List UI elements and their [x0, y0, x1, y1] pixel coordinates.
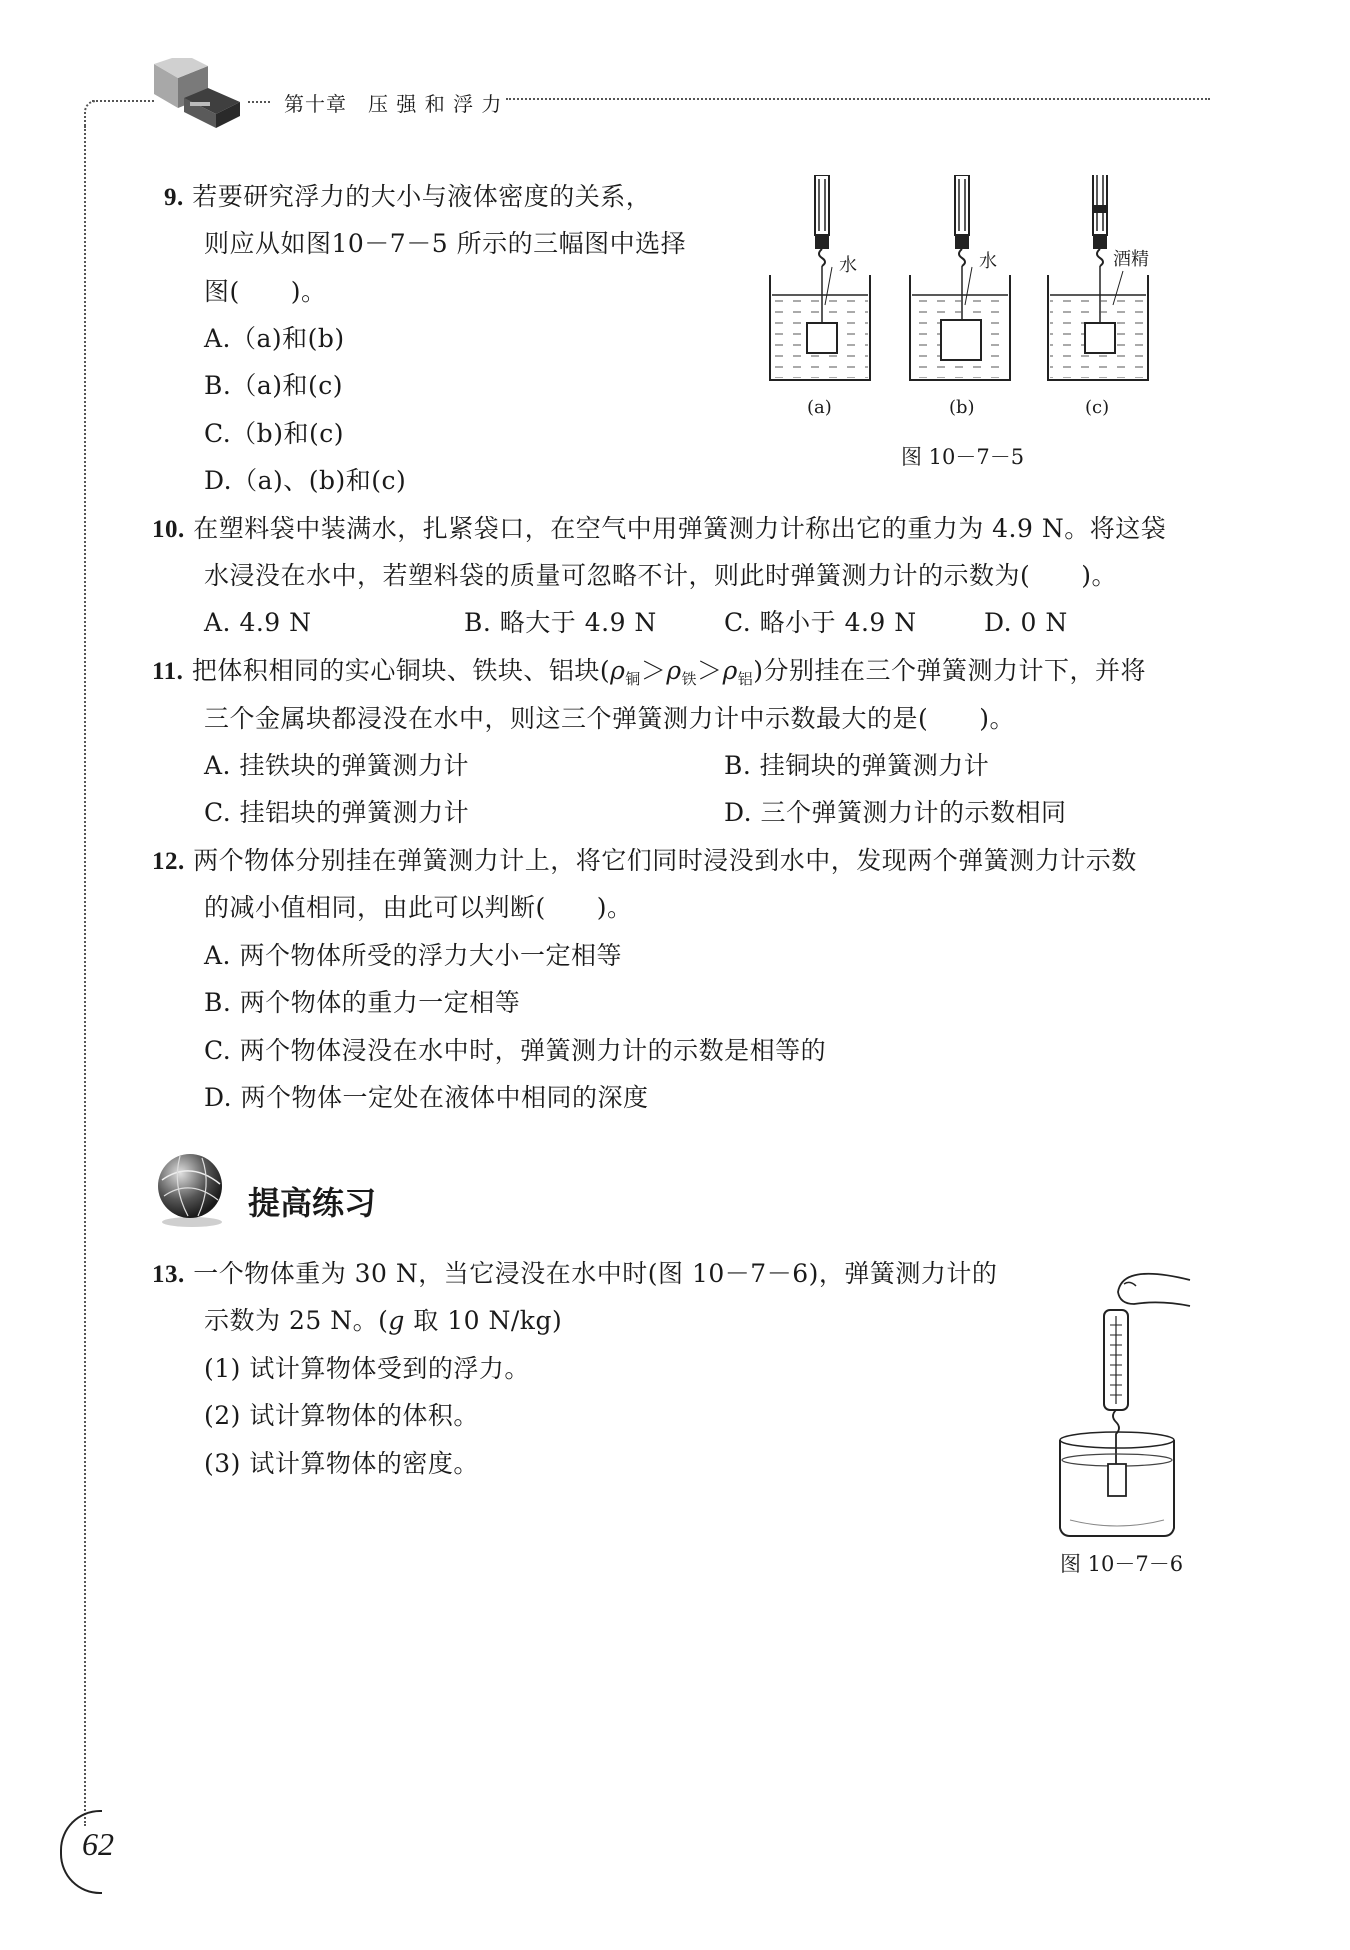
q11-option-c[interactable]: C. 挂铝块的弹簧测力计 [204, 798, 470, 827]
q10-line-1: 10. 在塑料袋中装满水，扎紧袋口，在空气中用弹簧测力计称出它的重力为 4.9 N。将这袋 [152, 514, 1167, 543]
figure-10-7-6 [1040, 1270, 1200, 1590]
chapter-title: 第十章 压 强 和 浮 力 [284, 92, 503, 116]
panel-a-drawing [770, 175, 870, 380]
q9-option-c[interactable]: C.（b)和(c) [204, 419, 344, 448]
panel-c-label: (c) [1085, 397, 1110, 418]
q11-option-d[interactable]: D. 三个弹簧测力计的示数相同 [724, 798, 1067, 827]
q11-option-a[interactable]: A. 挂铁块的弹簧测力计 [204, 751, 469, 780]
q13-part-3: (3) 试计算物体的密度。 [204, 1449, 479, 1478]
panel-b-label: (b) [949, 397, 975, 418]
q10-number: 10. [152, 516, 185, 543]
q13-number: 13. [152, 1261, 185, 1288]
q13-part-2: (2) 试计算物体的体积。 [204, 1401, 479, 1430]
figure-10-7-6-caption: 图 10－7－6 [1060, 1552, 1184, 1576]
q9-line-3: 图( )。 [204, 277, 327, 306]
q9-line-2: 则应从如图10－7－5 所示的三幅图中选择 [204, 229, 687, 258]
chapter-logo [148, 58, 246, 130]
q10-option-c[interactable]: C. 略小于 4.9 N [724, 608, 917, 637]
section-title: 提高练习 [248, 1184, 377, 1222]
q12-number: 12. [152, 848, 185, 875]
figure-10-7-5 [755, 175, 1195, 475]
q12-option-a[interactable]: A. 两个物体所受的浮力大小一定相等 [204, 941, 622, 970]
q12-option-c[interactable]: C. 两个物体浸没在水中时，弹簧测力计的示数是相等的 [204, 1036, 827, 1065]
panel-a-liquid-label: 水 [839, 255, 857, 276]
q13-line-1: 13. 一个物体重为 30 N，当它浸没在水中时(图 10－7－6)，弹簧测力计的 [152, 1259, 998, 1288]
q10-line-2: 水浸没在水中，若塑料袋的质量可忽略不计，则此时弹簧测力计的示数为( )。 [204, 561, 1118, 590]
left-margin-dotted-line [84, 126, 86, 1826]
header-dotted-rule-left [92, 100, 154, 102]
header-dotted-rule-mid [248, 101, 270, 103]
q11-line-2: 三个金属块都浸没在水中，则这三个弹簧测力计中示数最大的是( )。 [204, 704, 1016, 733]
q11-number: 11. [152, 658, 184, 685]
section-globe-icon [150, 1150, 230, 1230]
q9-line-1: 9. 若要研究浮力的大小与液体密度的关系， [164, 182, 652, 211]
q13-line-2: 示数为 25 N。(g 取 10 N/kg) [204, 1306, 563, 1335]
figure-10-7-6-drawing [1040, 1270, 1200, 1540]
header-dotted-rule-right [506, 98, 1210, 100]
panel-a-label: (a) [807, 397, 832, 418]
q10-option-a[interactable]: A. 4.9 N [204, 608, 312, 637]
q12-option-d[interactable]: D. 两个物体一定处在液体中相同的深度 [204, 1083, 649, 1112]
q12-line-2: 的减小值相同，由此可以判断( )。 [204, 893, 633, 922]
page-number: 62 [82, 1826, 114, 1862]
panel-b-liquid-label: 水 [979, 251, 997, 272]
figure-10-7-5-caption: 图 10－7－5 [901, 445, 1025, 469]
q13-part-1: (1) 试计算物体受到的浮力。 [204, 1354, 530, 1383]
q10-option-d[interactable]: D. 0 N [984, 608, 1068, 637]
panel-c-liquid-label: 酒精 [1113, 249, 1149, 270]
q10-option-b[interactable]: B. 略大于 4.9 N [464, 608, 657, 637]
q11-line-1: 11. 把体积相同的实心铜块、铁块、铝块$(\rho_铜>\rho_铁>\rho_铝)$分别挂在三个弹簧测力计下，并将 [152, 656, 1147, 688]
q9-option-b[interactable]: B.（a)和(c) [204, 371, 343, 400]
q9-option-d[interactable]: D.（a)、(b)和(c) [204, 466, 407, 495]
panel-c-drawing [1048, 175, 1148, 380]
q12-option-b[interactable]: B. 两个物体的重力一定相等 [204, 988, 521, 1017]
header-dotted-corner [84, 100, 98, 128]
q12-line-1: 12. 两个物体分别挂在弹簧测力计上，将它们同时浸没到水中，发现两个弹簧测力计示数 [152, 846, 1137, 875]
q11-option-b[interactable]: B. 挂铜块的弹簧测力计 [724, 751, 990, 780]
panel-b-drawing [910, 175, 1010, 380]
figure-10-7-5-drawing [755, 175, 1195, 475]
q9-number: 9. [164, 184, 184, 211]
q9-option-a[interactable]: A.（a)和(b) [204, 324, 345, 353]
